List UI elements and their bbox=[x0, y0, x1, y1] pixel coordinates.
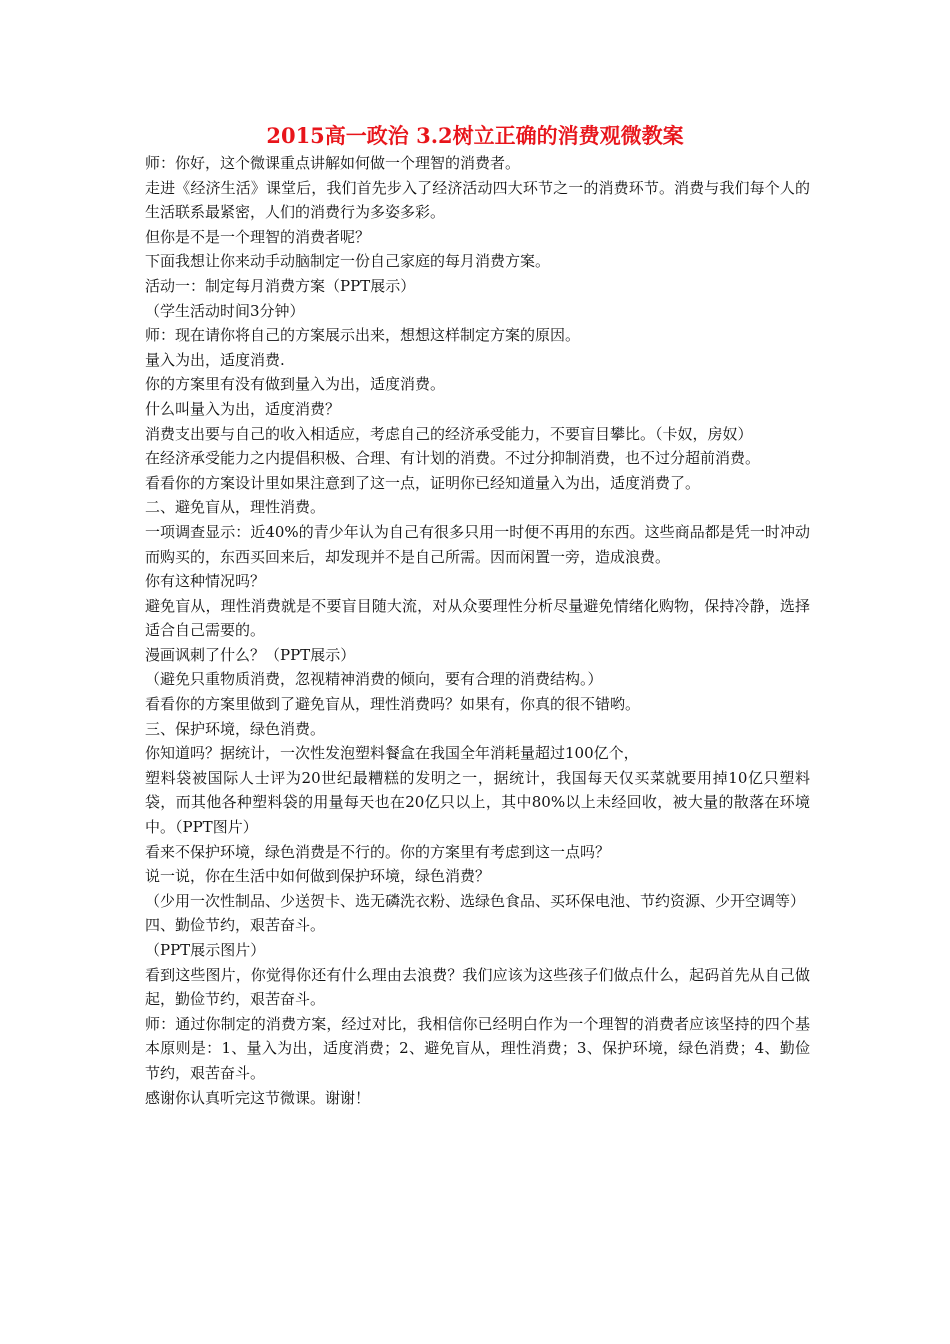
paragraph: 看看你的方案里做到了避免盲从，理性消费吗？如果有，你真的很不错哟。 bbox=[145, 695, 641, 714]
closing-paragraph: 感谢你认真听完这节微课。谢谢！ bbox=[145, 1088, 371, 1107]
paragraph: 一项调查显示：近40%的青少年认为自己有很多只用一时便不再用的东西。这些商品都是凭一时冲动而购买的，东西买回来后，却发现并不是自己所需。因而闲置一旁，造成浪费。 bbox=[145, 522, 810, 566]
paragraph: 什么叫量入为出，适度消费？ bbox=[145, 399, 341, 418]
document-title: 2015高一政治 3.2树立正确的消费观微教案 bbox=[266, 123, 684, 148]
paragraph: 看看你的方案设计里如果注意到了这一点，证明你已经知道量入为出，适度消费了。 bbox=[145, 473, 701, 492]
paragraph: 师：现在请你将自己的方案展示出来，想想这样制定方案的原因。 bbox=[145, 326, 581, 345]
paragraph: 看到这些图片，你觉得你还有什么理由去浪费？我们应该为这些孩子们做点什么，起码首先从自己做起，勤俭节约，艰苦奋斗。 bbox=[145, 965, 810, 1009]
paragraph: 你知道吗？据统计，一次性发泡塑料餐盒在我国全年消耗量超过100亿个， bbox=[145, 744, 639, 763]
section-heading: 四、勤俭节约，艰苦奋斗。 bbox=[145, 916, 326, 935]
paragraph: 师：通过你制定的消费方案，经过对比，我相信你已经明白作为一个理智的消费者应该坚持的四个基本原则是：1、量入为出，适度消费；2、避免盲从，理性消费；3、保护环境，绿色消费；4、勤俭节约，艰苦奋斗。 bbox=[145, 1014, 810, 1082]
paragraph: 下面我想让你来动手动脑制定一份自己家庭的每月消费方案。 bbox=[145, 252, 551, 271]
document-body bbox=[145, 151, 810, 1110]
paragraph: 活动一：制定每月消费方案（PPT展示） bbox=[145, 276, 416, 295]
paragraph: （少用一次性制品、少送贺卡、选无磷洗衣粉、选绿色食品、买环保电池、节约资源、少开空调等） bbox=[145, 891, 806, 910]
paragraph: 师：你好，这个微课重点讲解如何做一个理智的消费者。 bbox=[145, 154, 521, 172]
paragraph: （PPT展示图片） bbox=[145, 941, 266, 959]
paragraph: （避免只重物质消费，忽视精神消费的倾向，要有合理的消费结构。） bbox=[145, 670, 603, 689]
paragraph: 量入为出，适度消费. bbox=[145, 350, 285, 369]
section-heading: 三、保护环境，绿色消费。 bbox=[145, 719, 326, 738]
paragraph: 走进《经济生活》课堂后，我们首先步入了经济活动四大环节之一的消费环节。消费与我们每个人的生活联系最紧密，人们的消费行为多姿多彩。 bbox=[145, 178, 810, 222]
section-heading: 二、避免盲从，理性消费。 bbox=[145, 498, 326, 517]
paragraph: 在经济承受能力之内提倡积极、合理、有计划的消费。不过分抑制消费，也不过分超前消费。 bbox=[145, 449, 761, 468]
paragraph: 说一说，你在生活中如何做到保护环境，绿色消费？ bbox=[145, 867, 491, 886]
paragraph: 消费支出要与自己的收入相适应，考虑自己的经济承受能力，不要盲目攀比。（卡奴，房奴） bbox=[145, 424, 753, 443]
paragraph: 你的方案里有没有做到量入为出，适度消费。 bbox=[145, 375, 446, 394]
paragraph: 你有这种情况吗？ bbox=[145, 572, 266, 591]
paragraph: 看来不保护环境，绿色消费是不行的。你的方案里有考虑到这一点吗？ bbox=[145, 842, 611, 861]
paragraph: 避免盲从，理性消费就是不要盲目随大流，对从众要理性分析尽量避免情绪化购物，保持冷静，选择适合自己需要的。 bbox=[145, 596, 810, 640]
paragraph: 漫画讽刺了什么？（PPT展示） bbox=[145, 645, 356, 664]
paragraph: 塑料袋被国际人士评为20世纪最糟糕的发明之一，据统计，我国每天仅买菜就要用掉10亿只塑料袋，而其他各种塑料袋的用量每天也在20亿只以上，其中80%以上未经回收，被大量的散落在环境中。（PPT图片） bbox=[145, 768, 810, 837]
paragraph: 但你是不是一个理智的消费者呢？ bbox=[145, 227, 371, 246]
paragraph: （学生活动时间3分钟） bbox=[145, 301, 305, 320]
